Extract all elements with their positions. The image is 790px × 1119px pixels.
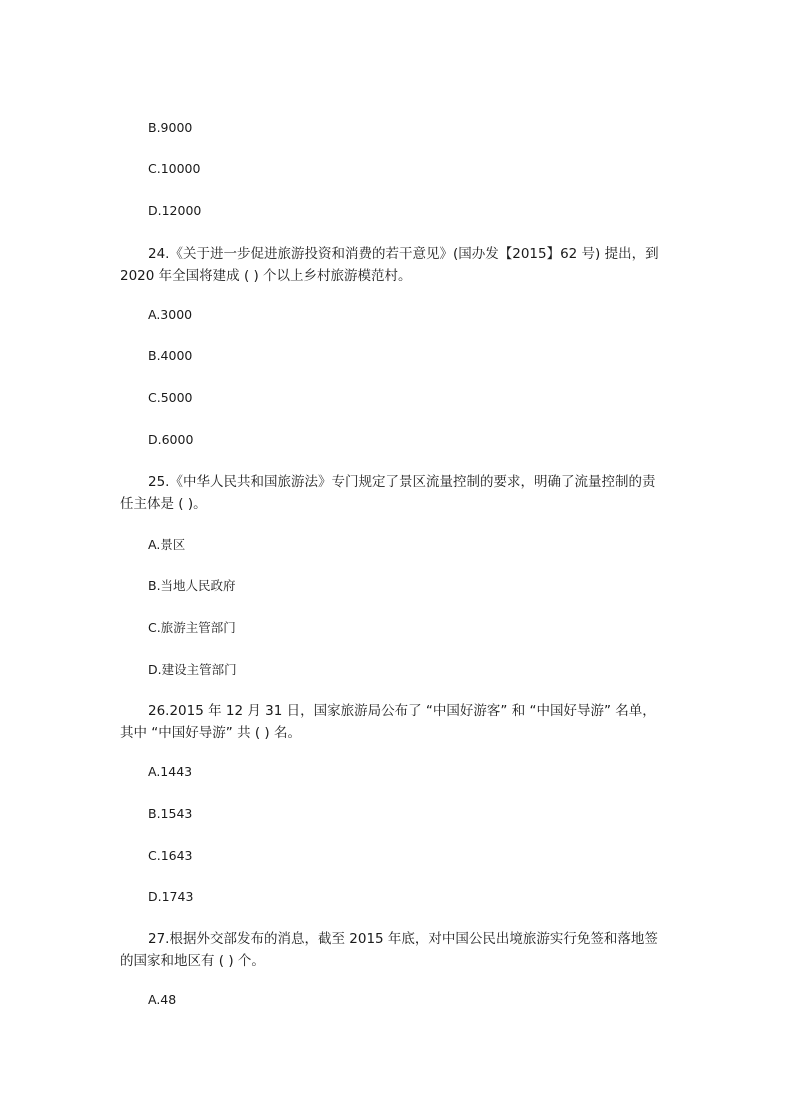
- option-d: D.建设主管部门: [148, 662, 237, 677]
- option-c: C.1643: [148, 848, 193, 863]
- option-b: B.4000: [148, 348, 193, 363]
- option-b: B.当地人民政府: [148, 578, 236, 593]
- question-26: [120, 700, 656, 744]
- option-b: B.9000: [148, 120, 193, 135]
- question-27-line1: 27.根据外交部发布的消息，截至 2015 年底，对中国公民出境旅游实行免签和落地签: [148, 931, 658, 947]
- option-a: A.景区: [148, 537, 186, 552]
- question-27-line2: 的国家和地区有 ( ) 个。: [120, 953, 265, 969]
- option-a: A.48: [148, 992, 177, 1007]
- option-c: C.10000: [148, 161, 201, 176]
- question-24-line1: 24.《关于进一步促进旅游投资和消费的若干意见》(国办发【2015】62 号) 提出，到: [148, 246, 659, 262]
- question-27: [120, 928, 658, 972]
- question-26-line1: 26.2015 年 12 月 31 日，国家旅游局公布了 “中国好游客” 和 “中国好导游” 名单，: [148, 703, 656, 719]
- question-26-line2: 其中 “中国好导游” 共 ( ) 名。: [120, 725, 301, 741]
- question-25: [120, 471, 655, 515]
- option-d: D.1743: [148, 889, 194, 904]
- question-24: [120, 243, 659, 287]
- question-25-line2: 任主体是 ( )。: [120, 496, 207, 512]
- option-d: D.6000: [148, 432, 194, 447]
- question-25-line1: 25.《中华人民共和国旅游法》专门规定了景区流量控制的要求，明确了流量控制的责: [148, 474, 656, 490]
- option-c: C.5000: [148, 390, 193, 405]
- option-d: D.12000: [148, 203, 202, 218]
- option-a: A.3000: [148, 307, 193, 322]
- question-24-line2: 2020 年全国将建成 ( ) 个以上乡村旅游模范村。: [120, 268, 412, 284]
- option-c: C.旅游主管部门: [148, 620, 236, 635]
- option-a: A.1443: [148, 764, 193, 779]
- option-b: B.1543: [148, 806, 193, 821]
